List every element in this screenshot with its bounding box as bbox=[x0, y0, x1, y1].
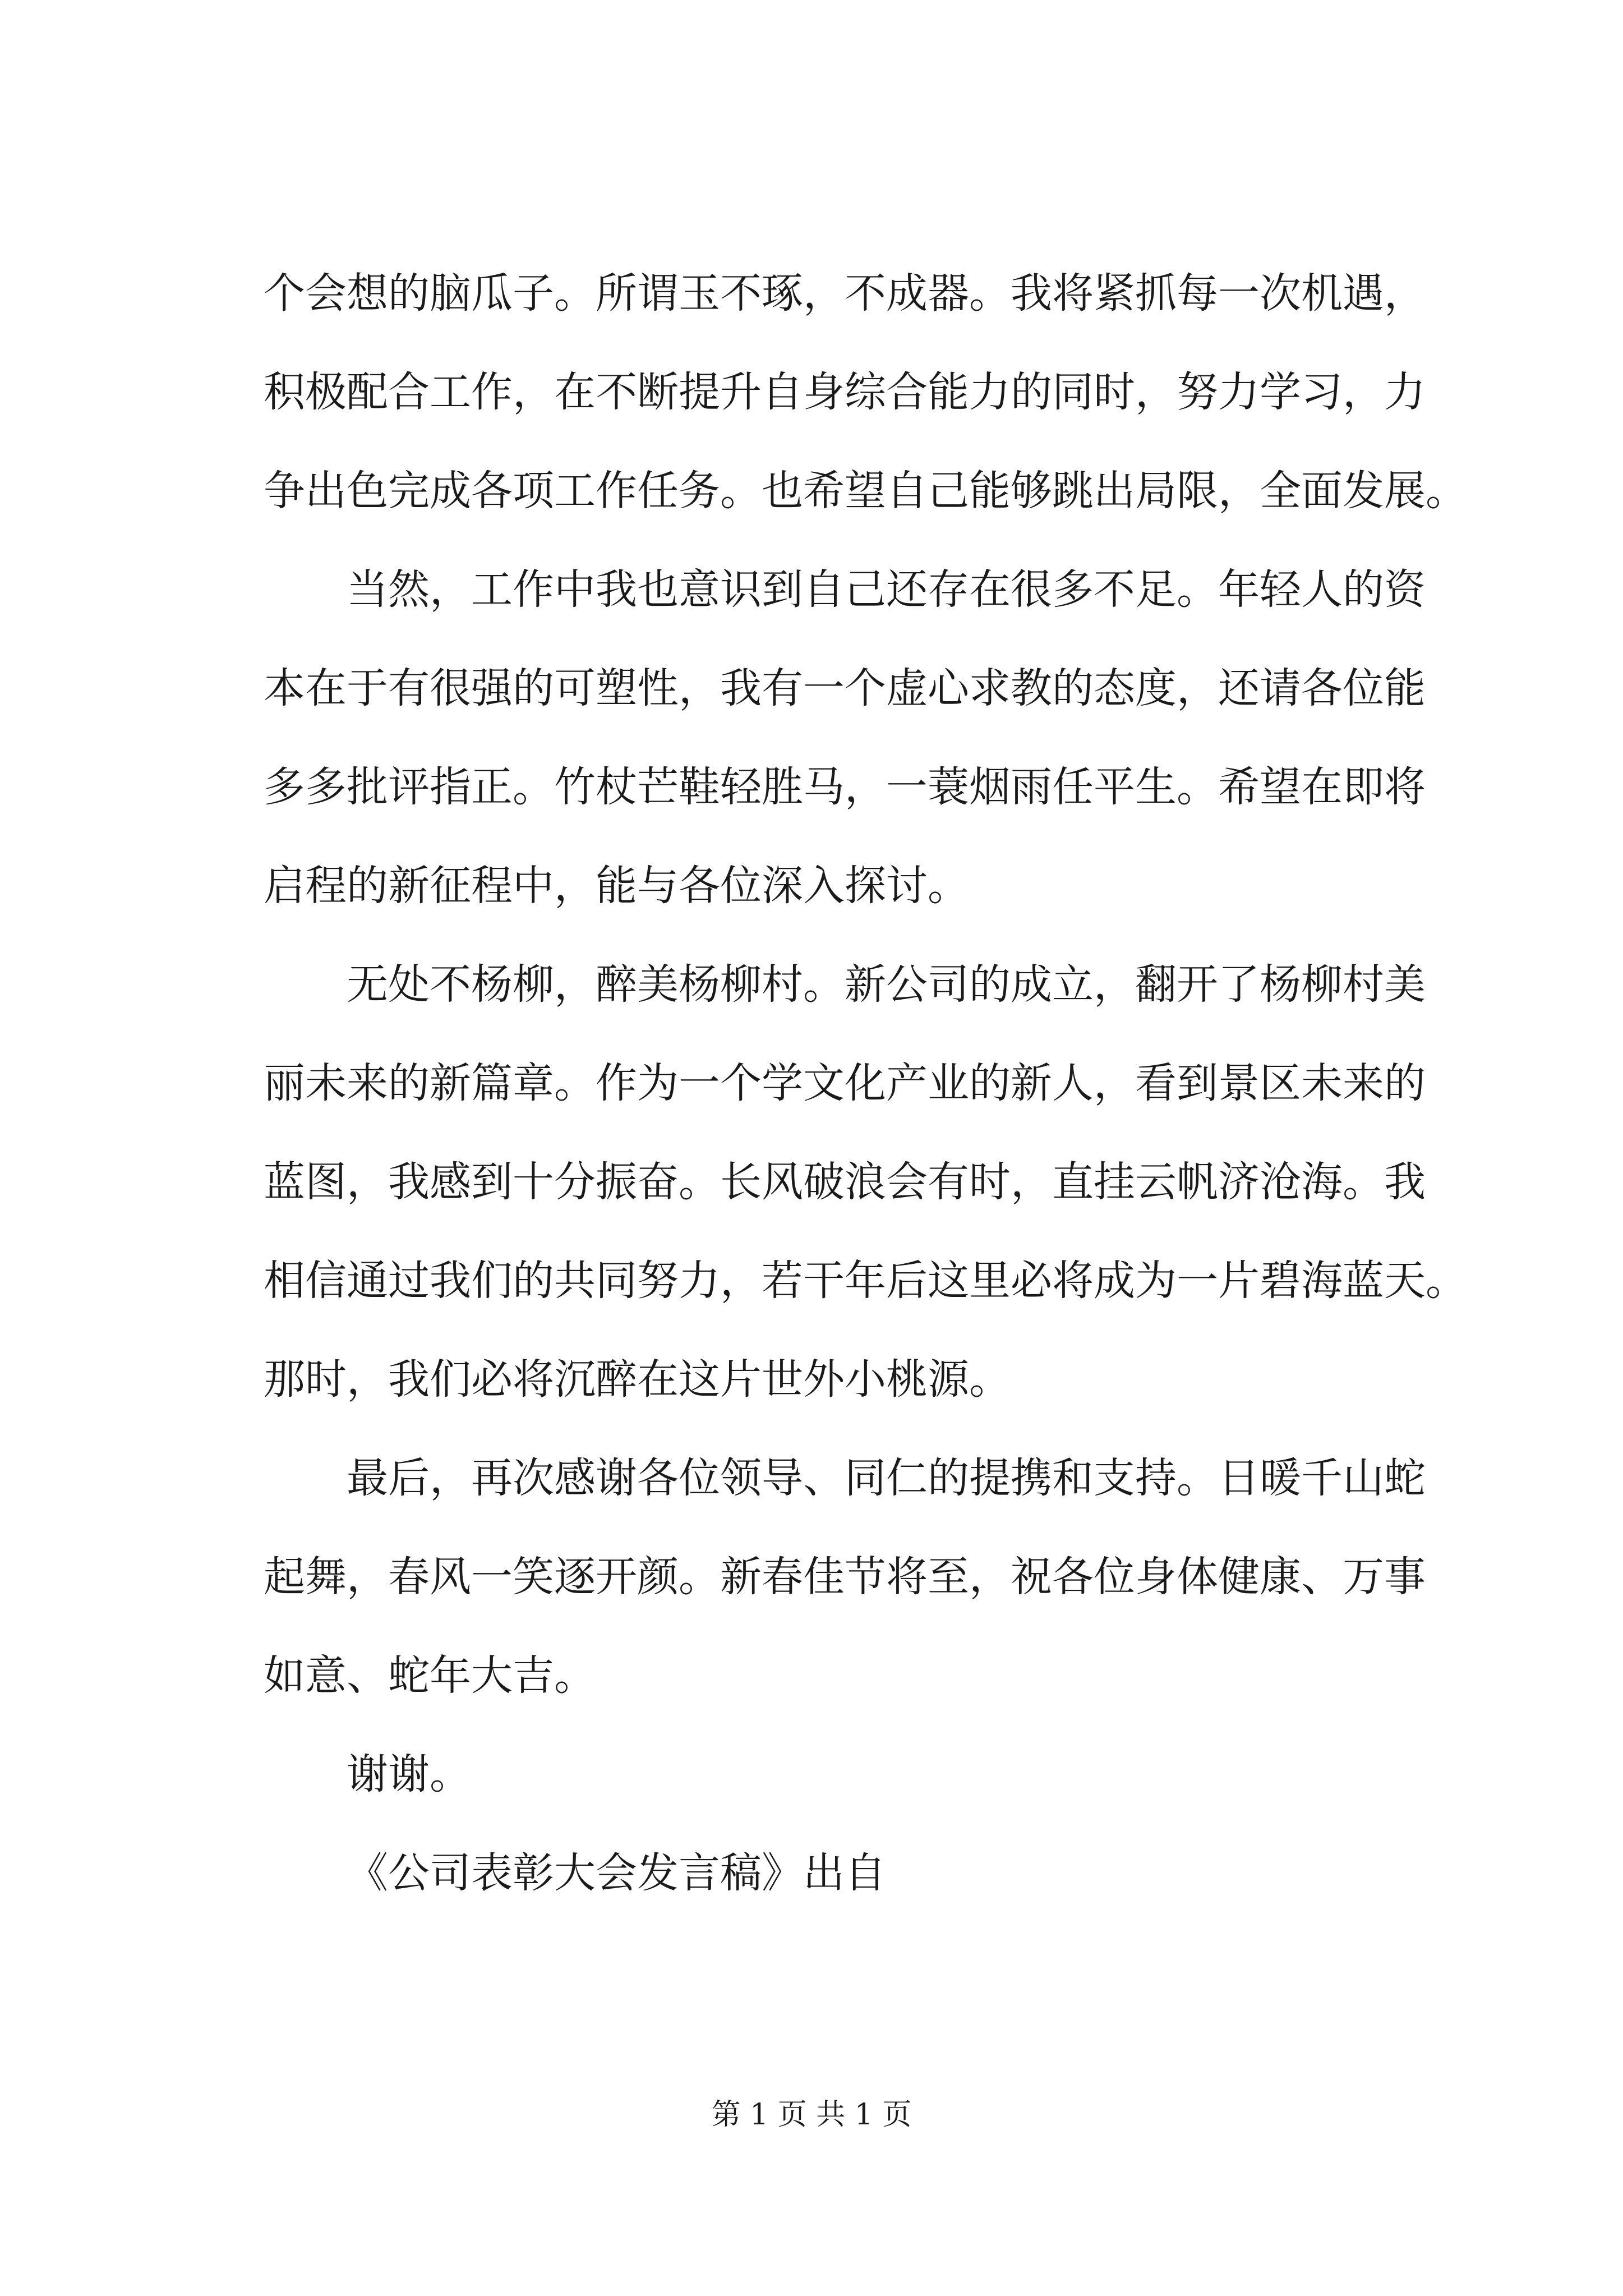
text-line: 蓝图，我感到十分振奋。长风破浪会有时，直挂云帆济沧海。我 bbox=[264, 1158, 1426, 1206]
text-line: 启程的新征程中，能与各位深入探讨。 bbox=[264, 862, 969, 910]
text-line: 丽未来的新篇章。作为一个学文化产业的新人，看到景区未来的 bbox=[264, 1059, 1426, 1107]
text-line: 争出色完成各项工作任务。也希望自己能够跳出局限，全面发展。 bbox=[264, 467, 1467, 515]
text-line: 如意、蛇年大吉。 bbox=[264, 1651, 596, 1700]
text-line: 当然，工作中我也意识到自己还存在很多不足。年轻人的资 bbox=[347, 565, 1426, 614]
document-body bbox=[264, 244, 1467, 1922]
text-line: 起舞，春风一笑逐开颜。新春佳节将至，祝各位身体健康、万事 bbox=[264, 1553, 1426, 1601]
text-line: 最后，再次感谢各位领导、同仁的提携和支持。日暖千山蛇 bbox=[347, 1454, 1426, 1502]
text-line: 谢谢。 bbox=[347, 1750, 471, 1798]
text-line: 个会想的脑瓜子。所谓玉不琢，不成器。我将紧抓每一次机遇， bbox=[264, 269, 1426, 318]
text-line: 《公司表彰大会发言稿》出自 bbox=[347, 1849, 886, 1897]
text-line: 多多批评指正。竹杖芒鞋轻胜马，一蓑烟雨任平生。希望在即将 bbox=[264, 763, 1426, 811]
text-line: 那时，我们必将沉醉在这片世外小桃源。 bbox=[264, 1355, 1011, 1404]
text-line: 相信通过我们的共同努力，若干年后这里必将成为一片碧海蓝天。 bbox=[264, 1257, 1467, 1305]
text-line: 本在于有很强的可塑性，我有一个虚心求教的态度，还请各位能 bbox=[264, 664, 1426, 712]
page-number-footer: 第 1 页 共 1 页 bbox=[711, 2098, 912, 2132]
text-line: 无处不杨柳，醉美杨柳村。新公司的成立，翻开了杨柳村美 bbox=[347, 960, 1426, 1009]
text-line: 积极配合工作，在不断提升自身综合能力的同时，努力学习，力 bbox=[264, 368, 1426, 416]
